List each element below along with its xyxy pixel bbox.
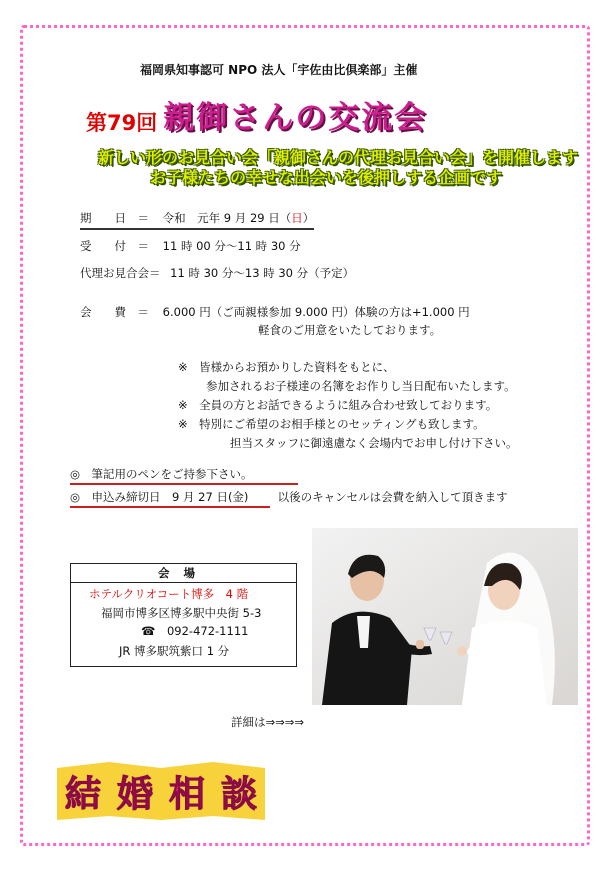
- date-row: [80, 210, 314, 230]
- subtitle-1: 新しい形のお見合い会「親御さんの代理お見合い会」を開催します: [98, 148, 579, 167]
- reception-label: 受 付 ＝: [80, 239, 149, 253]
- deadline-row: [70, 489, 508, 508]
- date-underline: [80, 210, 314, 230]
- proxy-label: 代理お見合会＝: [80, 266, 161, 280]
- svg-text:結: 結: [64, 774, 102, 815]
- kekkon-soudan-logo: [57, 758, 267, 820]
- title-number: 第79回: [86, 111, 158, 135]
- deadline-text: ◎ 申込み締切日 9 月 27 日(金): [70, 489, 270, 508]
- venue-hotel: ホテルクリオコート博多 4 階: [89, 587, 249, 601]
- fee-note: 軽食のご用意をいたしております。: [258, 323, 442, 337]
- venue-access: JR 博多駅筑紫口 1 分: [119, 644, 230, 658]
- organizer-line: 福岡県知事認可 NPO 法人「宇佐由比倶楽部」主催: [140, 63, 418, 77]
- venue-address: 福岡市博多区博多駅中央街 5-3: [101, 606, 262, 620]
- phone-icon: ☎: [141, 624, 156, 638]
- svg-text:婚: 婚: [116, 774, 154, 815]
- deadline-rest: 以後のキャンセルは会費を納入して頂きます: [277, 490, 508, 504]
- note-item: 参加されるお子様達の名簿をお作りし当日配布いたします。: [206, 379, 516, 393]
- svg-text:相: 相: [168, 774, 206, 815]
- venue-phone: [141, 624, 248, 638]
- fee-value: 6.000 円（ご両親様参加 9.000 円）体験の方は+1.000 円: [162, 305, 470, 319]
- wedding-couple-photo: [312, 528, 578, 705]
- note-item: ※ 特別にご希望のお相手様とのセッティングも致します。: [178, 417, 485, 431]
- svg-text:談: 談: [220, 774, 258, 815]
- date-close: ）: [302, 211, 315, 225]
- note-item: ※ 全員の方とお話できるように組み合わせ致しております。: [178, 398, 498, 412]
- page-title: [86, 92, 427, 137]
- subtitle-2: お子様たちの幸せな出会いを後押しする企画です: [150, 168, 503, 187]
- date-label: 期 日 ＝: [80, 211, 149, 225]
- pen-reminder: [70, 466, 298, 485]
- reception-row: [80, 238, 301, 254]
- venue-box: [70, 563, 297, 667]
- reception-value: 11 時 00 分～11 時 30 分: [162, 239, 301, 253]
- pen-text: ◎ 筆記用のペンをご持参下さい。: [70, 466, 298, 485]
- note-item: ※ 皆様からお預かりした資料をもとに、: [178, 360, 395, 374]
- note-item: 担当スタッフに御遠慮なく会場内でお申し付け下さい。: [230, 436, 518, 450]
- title-main: 親御さんの交流会: [163, 100, 428, 136]
- fee-row: [80, 304, 470, 320]
- proxy-value: 11 時 30 分～13 時 30 分（予定）: [170, 266, 355, 280]
- venue-header: 会場: [71, 564, 296, 583]
- proxy-row: [80, 265, 354, 281]
- venue-phone-number: 092-472-1111: [166, 624, 249, 638]
- details-link[interactable]: 詳細は⇒⇒⇒⇒: [231, 715, 305, 729]
- date-day: 日: [291, 211, 303, 225]
- fee-label: 会 費 ＝: [80, 305, 149, 319]
- date-value: 令和 元年 9 月 29 日（: [162, 211, 292, 225]
